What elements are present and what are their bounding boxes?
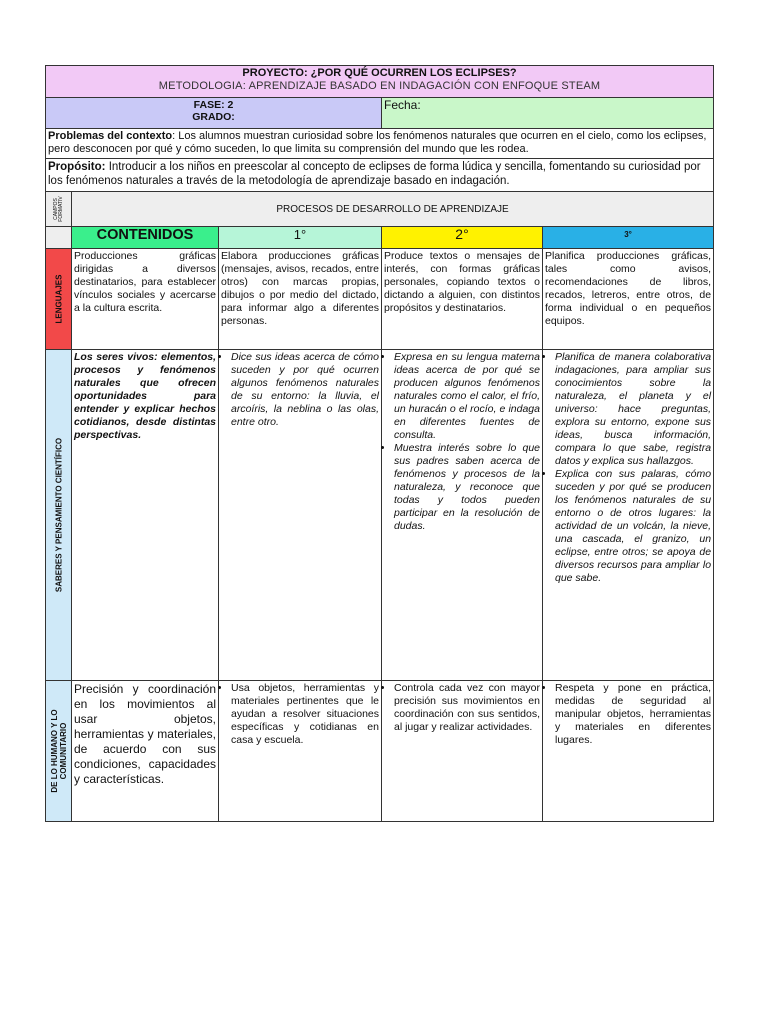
purpose-text: Introducir a los niños en preescolar al concepto de eclipses de forma lúdica y sencilla, fomentando su curiosidad por los fenómenos naturales a través de la metodología de aprendizaje basado en indagación.: [48, 161, 701, 187]
g1-humano-list: [221, 682, 379, 747]
purpose-label: Propósito:: [48, 161, 106, 173]
list-item: • Planifica de manera colaborativa indagaciones, para ampliar sus conocimientos sobre la naturaleza, el planeta y el universo: hace preguntas, explora su entorno, expone sus ideas, busca información, compara lo que sabe, registra datos y explica sus hallazgos.: [555, 351, 711, 468]
list-item: • Respeta y pone en práctica, medidas de seguridad al manipular objetos, herramientas y materiales en diferentes lugares.: [555, 682, 711, 747]
g3-lenguajes: Planifica producciones gráficas, tales como avisos, recomendaciones de libros, recados, letreros, entre otros, de forma individual o en pequeños equipos.: [545, 250, 712, 327]
g1-saberes-list: [221, 351, 379, 429]
col-grade-2: 2°: [455, 226, 469, 242]
campo-humano: DE LO HUMANO Y LO COMUNITARIO: [49, 709, 68, 793]
g2-humano-list: [384, 682, 540, 734]
row-saberes: [46, 350, 714, 681]
process-header-row: [46, 192, 714, 227]
project-title: PROYECTO: ¿POR QUÉ OCURREN LOS ECLIPSES?: [242, 67, 517, 79]
fase-label: FASE: 2: [193, 99, 234, 111]
contenido-humano: Precisión y coordinación en los movimientos al usar objetos, herramientas y materiales, de acuerdo con sus condiciones, capacidades y características.: [74, 682, 216, 786]
g1-lenguajes: Elabora producciones gráficas (mensajes, avisos, recados, entre otros) con marcas propias, dibujos o por medio del dictado, para informar algo a diferentes personas.: [221, 250, 379, 327]
list-item: • Controla cada vez con mayor precisión sus movimientos en coordinación con sus sentidos, al jugar y realizar actividades.: [394, 682, 540, 734]
campo-saberes: SABERES Y PENSAMIENTO CIENTÍFICO: [54, 437, 63, 593]
list-item: • Muestra interés sobre lo que sus padres saben acerca de fenómenos y procesos de la naturaleza, y reconoce que todas y todos pueden participar en la resolución de dudas.: [394, 442, 540, 533]
row-lenguajes: [46, 249, 714, 350]
column-header-row: [46, 227, 714, 249]
purpose-row: [46, 159, 714, 192]
g2-saberes-list: [384, 351, 540, 533]
problems-row: [46, 129, 714, 159]
col-grade-1: 1°: [293, 227, 307, 242]
g3-humano-list: [545, 682, 711, 747]
campos-formativos-label: CAMPOS FORMATIV: [52, 196, 64, 222]
list-item: • Dice sus ideas acerca de cómo suceden y por qué ocurren algunos fenómenos naturales de su entorno: la lluvia, el arcoíris, la neblina o las olas, entre otro.: [231, 351, 379, 429]
col-contenidos: CONTENIDOS: [96, 227, 194, 243]
contenido-lenguajes: Producciones gráficas dirigidas a diversos destinatarios, para establecer vínculos sociales y acercarse a la cultura escrita.: [74, 250, 216, 314]
contenido-saberes: Los seres vivos: elementos, procesos y fenómenos naturales que ofrecen oportunidades para entender y explicar hechos cotidianos, desde distintas perspectivas.: [74, 351, 216, 441]
methodology-line: METODOLOGIA: APRENDIZAJE BASADO EN INDAGACIÓN CON ENFOQUE STEAM: [158, 80, 601, 92]
g2-lenguajes: Produce textos o mensajes de interés, con formas gráficas personales, copiando textos o dictando a alguien, con distintos propósitos y destinatarios.: [384, 250, 540, 314]
fecha-label: Fecha:: [384, 98, 421, 112]
planning-document: [45, 65, 713, 822]
col-grade-3: 3°: [624, 230, 632, 239]
grado-label: GRADO:: [192, 111, 235, 123]
fase-row: [46, 98, 714, 129]
list-item: • Explica con sus palaras, cómo suceden y por qué se producen los fenómenos naturales de su entorno o de otros lugares: la actividad de un volcán, la nieve, una cascada, el granizo, un eclipse, entre otros; se apoya de diversos recursos para ampliar lo que sabe.: [555, 468, 711, 585]
list-item: • Usa objetos, herramientas y materiales pertinentes que le ayudan a resolver situaciones específicas y cotidianas en casa y escuela.: [231, 682, 379, 747]
row-humano: [46, 681, 714, 822]
planning-table: [45, 65, 714, 822]
title-row: [46, 66, 714, 98]
process-header: PROCESOS DE DESARROLLO DE APRENDIZAJE: [276, 203, 509, 215]
g3-saberes-list: [545, 351, 711, 585]
campo-lenguajes: LENGUAJES: [54, 274, 63, 324]
problems-text: : Los alumnos muestran curiosidad sobre los fenómenos naturales que ocurren en el cielo, como los eclipses, pero desconocen por qué y cómo suceden, lo que limita su comprensión del mundo que les rodea.: [48, 130, 707, 155]
list-item: • Expresa en su lengua materna ideas acerca de por qué se producen algunos fenómenos naturales como el calor, el frío, un huracán o el rocío, e indaga en diferentes fuentes de consulta.: [394, 351, 540, 442]
problems-label: Problemas del contexto: [48, 130, 173, 142]
